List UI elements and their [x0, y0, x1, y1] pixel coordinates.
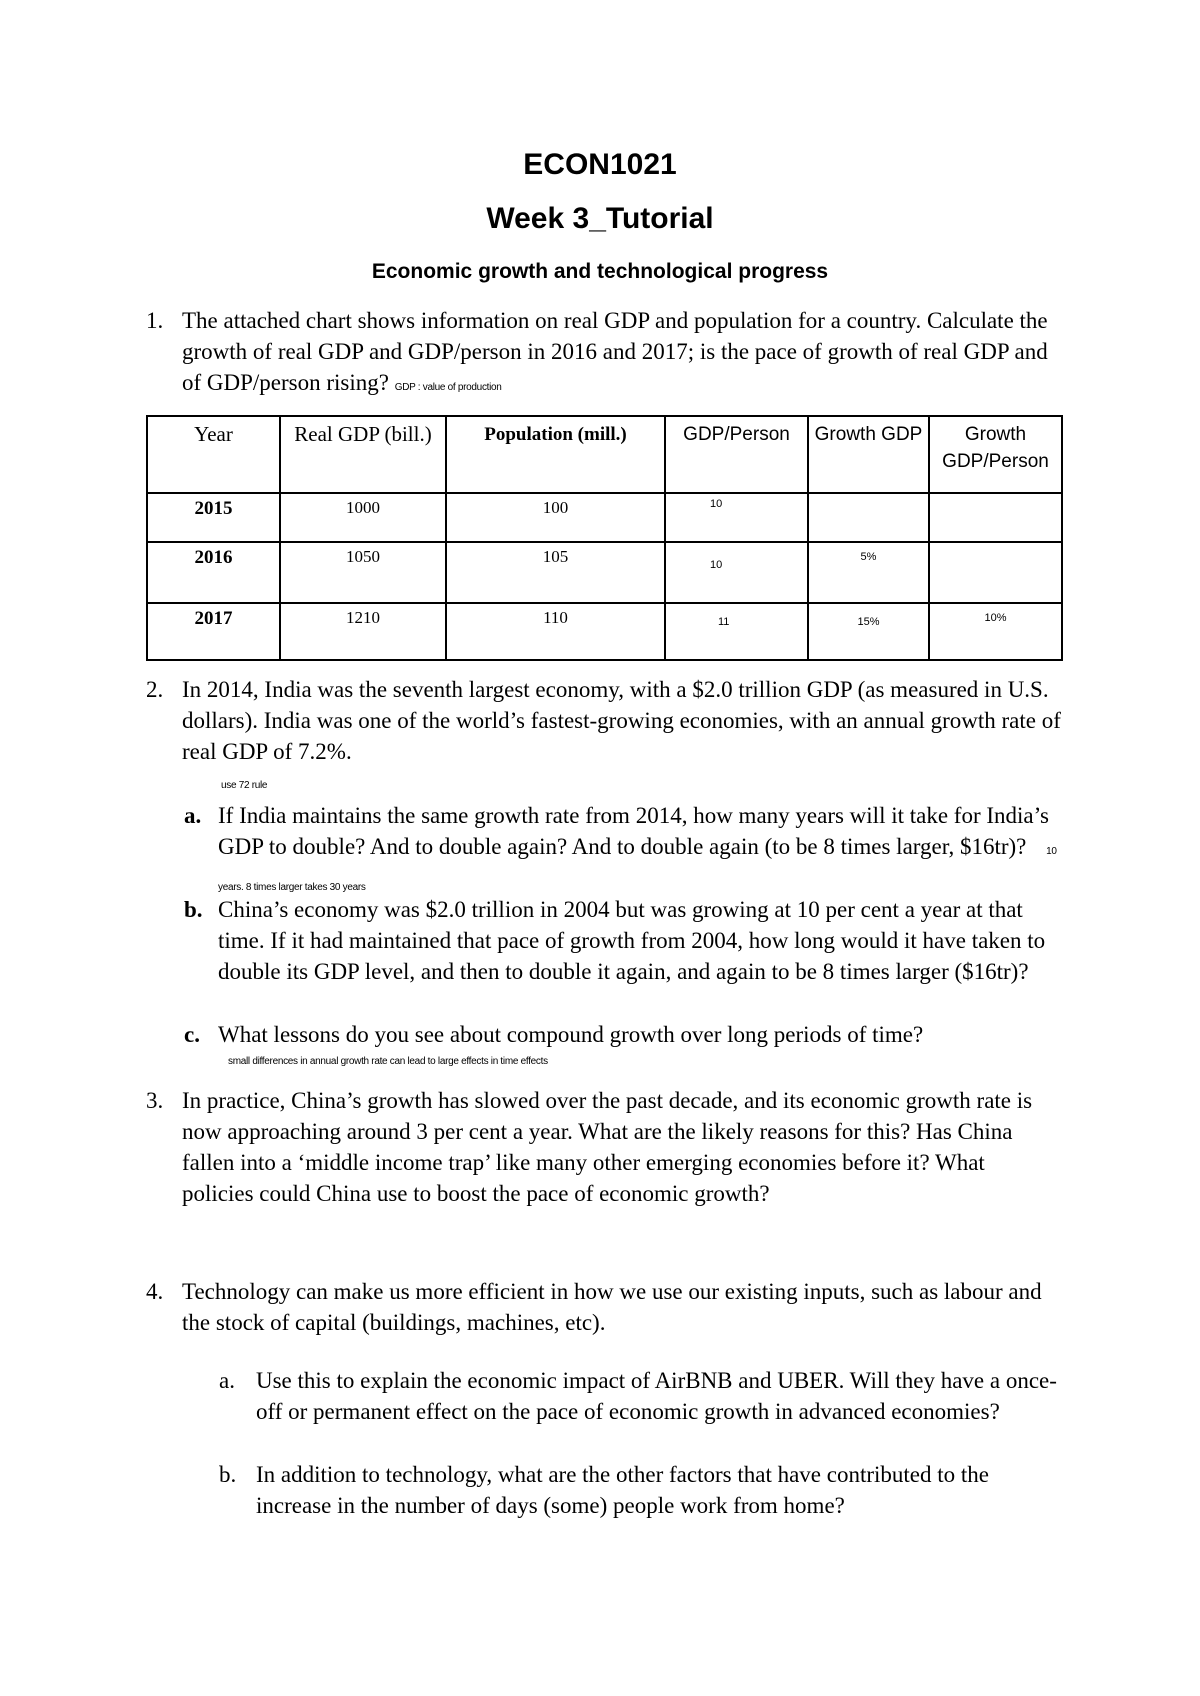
- cell-growth-gdp: 15%: [808, 603, 929, 660]
- cell-real-gdp: 1050: [280, 542, 446, 603]
- cell-year: 2016: [147, 542, 280, 603]
- question-text: Technology can make us more efficient in how we use our existing inputs, such as labour and the stock of capital (buildings, machines, etc).: [182, 1279, 1042, 1335]
- question-text: The attached chart shows information on real GDP and population for a country. Calculate the growth of real GDP and GDP/person in 2016 and 2017; is the pace of growth of real GDP and of GDP/person rising?: [182, 308, 1048, 395]
- cell-growth-gdp-person: [929, 493, 1062, 542]
- header-gdp-person: GDP/Person: [665, 416, 808, 493]
- page-subtitle: Economic growth and technological progress: [371, 260, 829, 283]
- subquestion-text: What lessons do you see about compound growth over long periods of time?: [218, 1022, 924, 1047]
- cell-population: 100: [446, 493, 665, 542]
- header-year: Year: [147, 416, 280, 493]
- question-text: In practice, China’s growth has slowed over the past decade, and its economic growth rate is now approaching around 3 per cent a year. What are the likely reasons for this? Has China fallen into a ‘middle income trap’ like many other emerging economies before it? What policies could China use to boost the pace of economic growth?: [182, 1088, 1033, 1206]
- cell-gdp-person: 10: [665, 542, 808, 603]
- cell-population: 110: [446, 603, 665, 660]
- question-number: 3.: [146, 1088, 164, 1113]
- gdp-table: [146, 415, 1063, 661]
- subquestion-text: In addition to technology, what are the other factors that have contributed to the increase in the number of days (some) people work from home?: [256, 1462, 989, 1518]
- subquestion-label: c.: [184, 1022, 200, 1047]
- header-population: Population (mill.): [446, 416, 665, 493]
- handwritten-note: use 72 rule: [221, 780, 268, 791]
- cell-gdp-person: 10: [665, 493, 808, 542]
- question-number: 2.: [146, 677, 164, 702]
- cell-year: 2015: [147, 493, 280, 542]
- header-growth-gdp: Growth GDP: [808, 416, 929, 493]
- header-growth-gdp-person: Growth GDP/Person: [929, 416, 1062, 493]
- handwritten-note: 10 years. 8 times larger takes 30 years: [218, 846, 1057, 893]
- cell-gdp-person: 11: [665, 603, 808, 660]
- handwritten-note: GDP : value of production: [394, 382, 502, 393]
- page-title: Week 3_Tutorial: [486, 202, 714, 235]
- cell-growth-gdp-person: 10%: [929, 603, 1062, 660]
- subquestion-text: Use this to explain the economic impact of AirBNB and UBER. Will they have a once-off or permanent effect on the pace of economic growth in advanced economies?: [256, 1368, 1057, 1424]
- cell-growth-gdp: [808, 493, 929, 542]
- table-row: [147, 493, 1062, 542]
- question-number: 1.: [146, 308, 164, 333]
- question-number: 4.: [146, 1279, 164, 1304]
- cell-population: 105: [446, 542, 665, 603]
- subquestion-text: If India maintains the same growth rate from 2014, how many years will it take for India’s GDP to double? And to double again? And to double again (to be 8 times larger, $16tr)?: [218, 803, 1049, 859]
- cell-real-gdp: 1000: [280, 493, 446, 542]
- course-code: ECON1021: [523, 148, 677, 181]
- cell-real-gdp: 1210: [280, 603, 446, 660]
- subquestion-label: b.: [219, 1462, 237, 1487]
- question-text: In 2014, India was the seventh largest economy, with a $2.0 trillion GDP (as measured in U.S. dollars). India was one of the world’s fastest-growing economies, with an annual growth rate of real GDP of 7.2%.: [182, 677, 1061, 764]
- table-header-row: [147, 416, 1062, 493]
- subquestion-label: b.: [184, 897, 203, 922]
- subquestion-label: a.: [219, 1368, 235, 1393]
- table-row: [147, 542, 1062, 603]
- handwritten-note: small differences in annual growth rate can lead to large effects in time effects: [228, 1056, 548, 1067]
- subquestion-label: a.: [184, 803, 202, 828]
- subquestion-text: China’s economy was $2.0 trillion in 2004 but was growing at 10 per cent a year at that time. If it had maintained that pace of growth from 2004, how long would it have taken to double its GDP level, and then to double it again, and again to be 8 times larger ($16tr)?: [218, 897, 1046, 984]
- header-real-gdp: Real GDP (bill.): [280, 416, 446, 493]
- cell-growth-gdp-person: [929, 542, 1062, 603]
- table-row: [147, 603, 1062, 660]
- cell-growth-gdp: 5%: [808, 542, 929, 603]
- cell-year: 2017: [147, 603, 280, 660]
